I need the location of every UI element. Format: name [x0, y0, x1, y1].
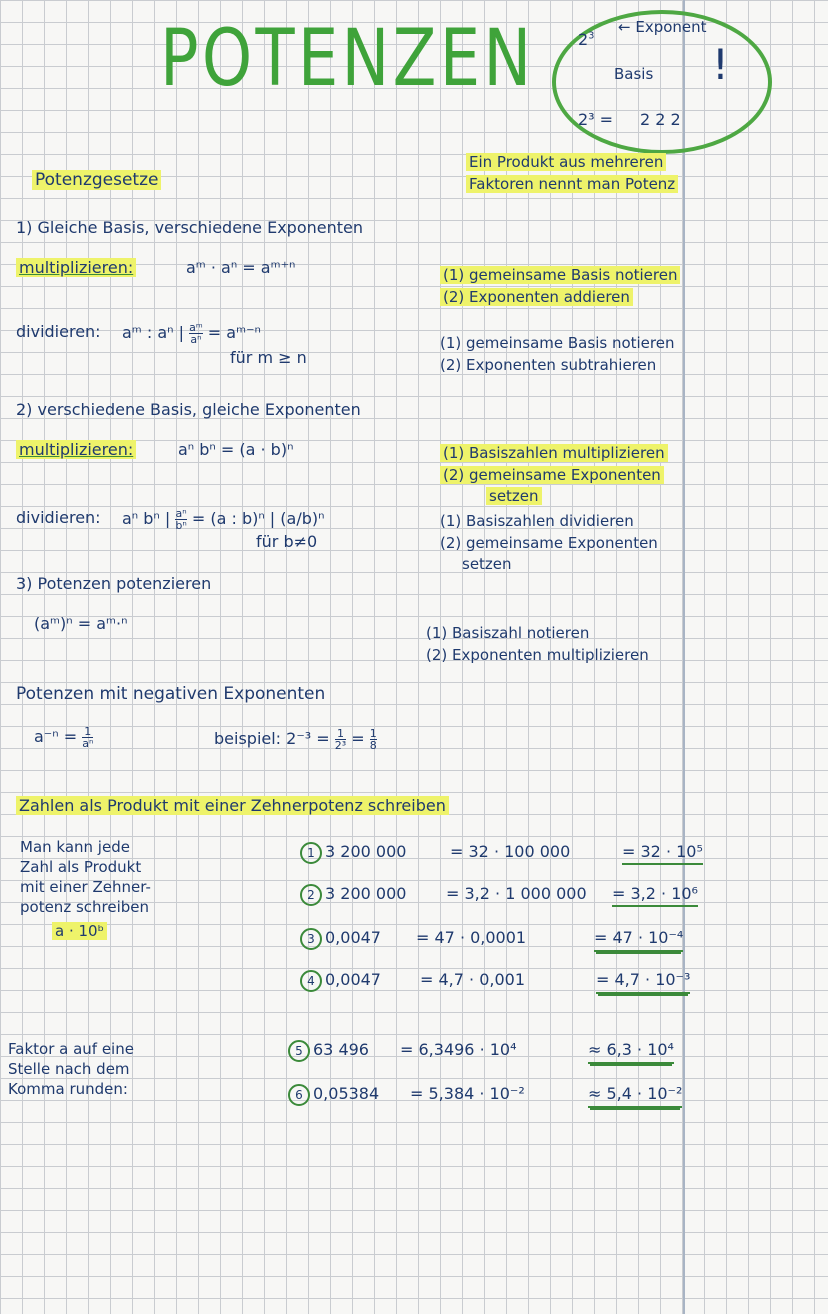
law1-div-step-1: (1) gemeinsame Basis notieren [440, 334, 675, 352]
law2-div-label: dividieren: [16, 508, 101, 527]
sci-row-1-result: = 32 · 10⁵ [622, 842, 703, 861]
law2-div-step-2: (2) gemeinsame Exponenten [440, 534, 658, 552]
law2-mult-step-2: (2) gemeinsame Exponenten [440, 466, 664, 484]
law1-div-step-2: (2) Exponenten subtrahieren [440, 356, 657, 374]
bubble-lhs: 2³ = [578, 110, 614, 129]
round-note-line-3: Komma runden: [8, 1080, 128, 1098]
sci-row-5-mid: = 6,3496 · 10⁴ [400, 1040, 517, 1059]
sci-row-6-mid: = 5,384 · 10⁻² [410, 1084, 525, 1103]
law1-div-label: dividieren: [16, 322, 101, 341]
law1-heading: 1) Gleiche Basis, verschiedene Exponenten [16, 218, 364, 237]
law1-mult-formula: aᵐ · aⁿ = aᵐ⁺ⁿ [186, 258, 296, 277]
sci-row-5-result: ≈ 6,3 · 10⁴ [588, 1040, 674, 1059]
sci-row-3-mid: = 47 · 0,0001 [416, 928, 527, 947]
law2-mult-step-1: (1) Basiszahlen multiplizieren [440, 444, 668, 462]
round-note-line-2: Stelle nach dem [8, 1060, 130, 1078]
sci-row-2-mid: = 3,2 · 1 000 000 [446, 884, 587, 903]
bubble-base-expression: $2^3$ [578, 30, 595, 49]
sci-row-4-number: 4 0,0047 [300, 970, 381, 992]
law1-div-formula: aᵐ : aⁿ | $\frac{\text{aᵐ}}{\text{aⁿ}}$ = aᵐ⁻ⁿ [122, 321, 261, 346]
sci-row-3-result: = 47 · 10⁻⁴ [594, 928, 683, 947]
sci-note-line-2: Zahl als Produkt [20, 858, 142, 876]
exclamation-mark: ! [712, 40, 729, 89]
sci-row-6-result: ≈ 5,4 · 10⁻² [588, 1084, 682, 1103]
notebook-margin-line [683, 0, 685, 1314]
section-title-potenzgesetze: Potenzgesetze [32, 170, 161, 190]
law2-div-step-3: setzen [462, 555, 512, 573]
law2-div-condition: für b≠0 [256, 532, 318, 551]
law3-step-2: (2) Exponenten multiplizieren [426, 646, 649, 664]
law1-mult-label: multiplizieren: [16, 258, 136, 277]
law2-div-formula: aⁿ bⁿ | $\frac{\text{aⁿ}}{\text{bⁿ}}$ = (a : b)ⁿ | (a/b)ⁿ [122, 507, 325, 532]
sci-row-3-number: 3 0,0047 [300, 928, 381, 950]
law3-step-1: (1) Basiszahl notieren [426, 624, 590, 642]
bubble-exponent-label: ← Exponent [618, 18, 707, 36]
sci-note-formula: a · 10ᵇ [52, 922, 107, 940]
law2-div-step-1: (1) Basiszahlen dividieren [440, 512, 634, 530]
sci-row-2-number: 2 3 200 000 [300, 884, 406, 906]
law2-mult-label: multiplizieren: [16, 440, 136, 459]
sci-row-5-number: 5 63 496 [288, 1040, 369, 1062]
sci-row-1-number: 1 3 200 000 [300, 842, 406, 864]
law1-mult-step-2: (2) Exponenten addieren [440, 288, 633, 306]
negative-exponents-heading: Potenzen mit negativen Exponenten [16, 684, 326, 704]
law2-mult-formula: aⁿ bⁿ = (a · b)ⁿ [178, 440, 294, 459]
sci-note-line-4: potenz schreiben [20, 898, 150, 916]
sci-note-line-1: Man kann jede [20, 838, 130, 856]
sci-row-4-mid: = 4,7 · 0,001 [420, 970, 525, 989]
negative-example: beispiel: 2⁻³ = $\frac{1}{\text{2³}}$ = $\frac{1}{8}$ [214, 727, 377, 752]
sci-heading: Zahlen als Produkt mit einer Zehnerpotenz schreiben [16, 796, 449, 815]
law3-heading: 3) Potenzen potenzieren [16, 574, 212, 593]
sci-row-4-result: = 4,7 · 10⁻³ [596, 970, 690, 989]
law2-mult-step-3: setzen [486, 487, 542, 505]
sci-row-1-mid: = 32 · 100 000 [450, 842, 571, 861]
sci-row-2-result: = 3,2 · 10⁶ [612, 884, 698, 903]
sci-row-6-number: 6 0,05384 [288, 1084, 379, 1106]
law1-div-condition: für m ≥ n [230, 348, 307, 367]
law1-mult-step-1: (1) gemeinsame Basis notieren [440, 266, 680, 284]
law2-heading: 2) verschiedene Basis, gleiche Exponenten [16, 400, 361, 419]
bubble-rhs: 2 2 2 [640, 110, 681, 129]
bubble-basis-label: Basis [614, 65, 654, 83]
sci-note-line-3: mit einer Zehner- [20, 878, 151, 896]
page-title: POTENZEN [160, 14, 535, 104]
definition-line-2: Faktoren nennt man Potenz [466, 175, 678, 193]
negative-formula: a⁻ⁿ = $\frac{1}{\text{aⁿ}}$ [34, 725, 94, 750]
definition-line-1: Ein Produkt aus mehreren [466, 153, 666, 171]
round-note-line-1: Faktor a auf eine [8, 1040, 134, 1058]
law3-formula: (aᵐ)ⁿ = aᵐ·ⁿ [34, 614, 128, 633]
